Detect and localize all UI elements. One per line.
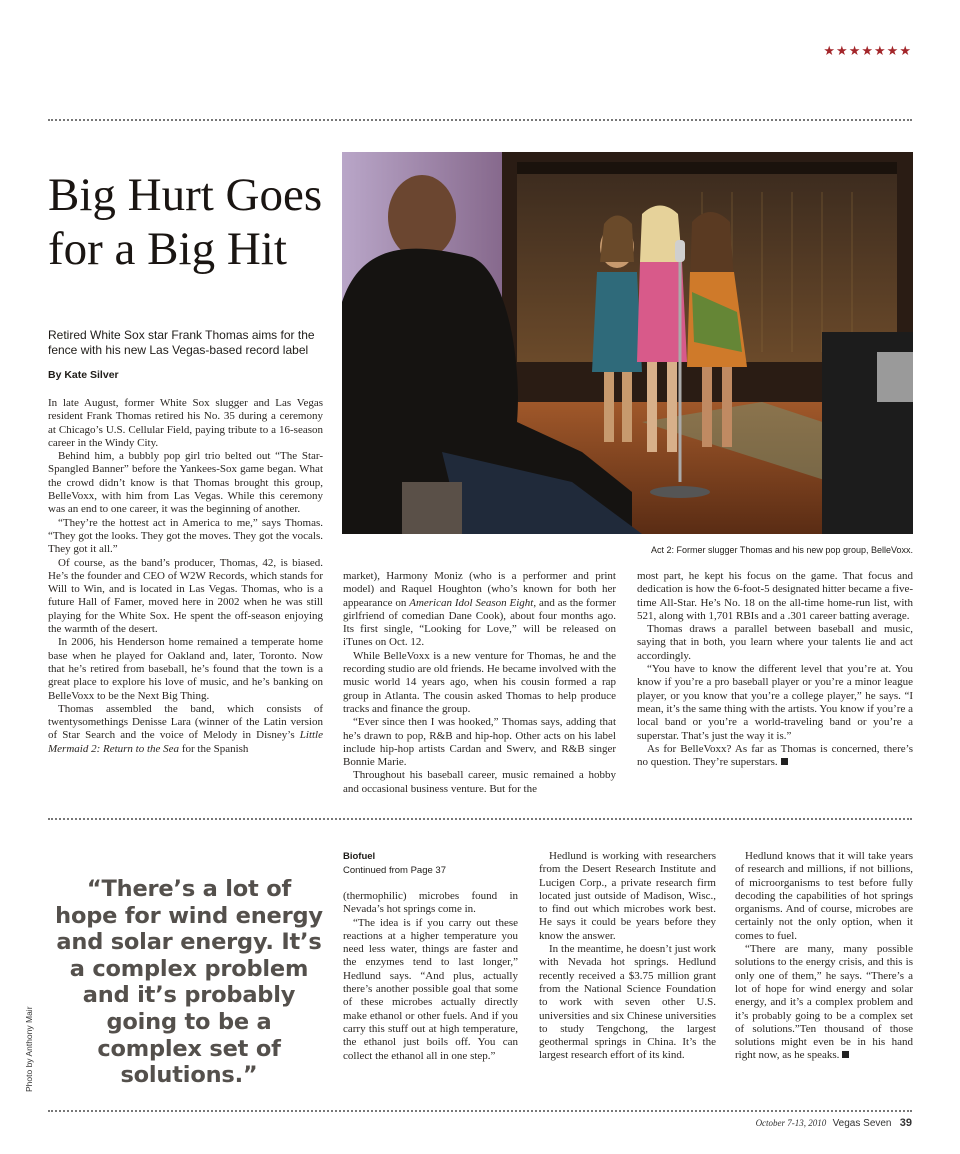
- issue-date: October 7-13, 2010: [755, 1118, 827, 1128]
- deck: Retired White Sox star Frank Thomas aims for the fence with his new Las Vegas-based record label: [48, 328, 315, 357]
- show-title: American Idol Season Eight: [409, 596, 534, 609]
- biofuel-column-1: [343, 890, 518, 1063]
- text-run: Thomas assembled the band, which consists of twentysomethings Denisse Lara (winner of the Latin version of Star Search and the voice of Melody in Disney’s: [48, 702, 323, 742]
- paragraph: [48, 703, 323, 756]
- text-run: As for BelleVoxx? As far as Thomas is concerned, there’s no question. They’re superstars.: [637, 742, 913, 769]
- paragraph: [735, 943, 913, 1063]
- page-footer: [756, 1117, 912, 1129]
- paragraph: most part, he kept his focus on the game. That focus and dedication is how the 6-foot-5 designated hitter became a five-time All-Star. He’s No. 18 on the all-time home-run list, with 521, along with 1,701 RBIs and a .301 career batting average.: [637, 570, 913, 622]
- paragraph: Thomas draws a parallel between baseball and music, saying that in both, you learn where your talents lie and act accordingly.: [637, 623, 913, 662]
- text-run: market), Harmony Moniz (who is a performer and print model) and Raquel Houghton (who’s known for both her appearance on: [343, 570, 616, 609]
- paragraph: “Ever since then I was hooked,” Thomas says, adding that he’s drawn to pop, R&B and hip-hop. Other acts on his label include hip-hop artists Cardan and Swerv, and R&B singer Bonnie Marie.: [343, 716, 616, 769]
- top-divider: [48, 119, 912, 121]
- paragraph: “You have to know the different level that you’re at. You know if you’re a pro baseball player or you’re a minor league player, or you know that you’re a college player,” he says. “I mean, it’s the same thing with the artists. You know if you’re a local band or you’re a world-traveling band or you’re a superstar. That’s just the way it is.”: [637, 663, 913, 742]
- continued-line: Continued from Page 37: [343, 865, 446, 876]
- rating-stars: ★★★★★★★: [823, 44, 912, 59]
- byline: By Kate Silver: [48, 369, 119, 381]
- paragraph: “The idea is if you carry out these reactions at a higher temperature you need less water, things are faster and the enzymes tend to last longer,” Hedlund says. “And plus, actually there’s another possible goal that some of these microbes actually directly make ethanol or other fuels. And if you carry this stuff out at high temperature, the ethanol just boils off. You can collect the ethanol all in one step.”: [343, 916, 518, 1062]
- continuation-header: [343, 850, 446, 878]
- paragraph: Behind him, a bubbly pop girl trio belted out “The Star-Spangled Banner” before the Yankees-Sox game began. What the crowd didn’t know is that Thomas brought this group, BelleVoxx, with him from Las Vegas. While this ceremony was an end to one career, it was the beginning of another.: [48, 450, 323, 516]
- end-mark-icon: [781, 758, 788, 765]
- paragraph: While BelleVoxx is a new venture for Thomas, he and the recording studio are old friends. He became involved with the music world 14 years ago, when his cousin formed a rap group in Atlanta. The cousin asked Thomas to help produce tracks and finance the group.: [343, 649, 616, 715]
- studio-photo: [342, 152, 913, 534]
- paragraph: “They’re the hottest act in America to me,” says Thomas. “They got the looks. They got the moves. They got the vocals. They got it all.”: [48, 516, 323, 556]
- magazine-name: Vegas Seven: [832, 1118, 892, 1129]
- article-column-1: [48, 397, 323, 756]
- middle-divider: [48, 818, 912, 820]
- paragraph: Of course, as the band’s producer, Thomas, 42, is biased. He’s the founder and CEO of W2W Records, which stands for Will to Win, and is located in Las Vegas. Thomas, who is a future Hall of Famer, moved here in 2002 when he was still playing for the White Sox. He spent the off-season enjoying the warmth of the desert.: [48, 556, 323, 636]
- photo-illustration: [342, 152, 913, 534]
- photo-credit: Photo by Anthony Mair: [24, 1006, 34, 1092]
- paragraph: In the meantime, he doesn’t just work with Nevada hot springs. Hedlund recently received a $3.75 million grant from the National Science Foundation to work with seven other U.S. universities and six Chinese universities to study Tengchong, the largest geothermal springs in China. It’s the largest research effort of its kind.: [539, 943, 716, 1062]
- paragraph: In late August, former White Sox slugger and Las Vegas resident Frank Thomas retired his No. 35 during a ceremony at Chicago’s U.S. Cellular Field, paying tribute to a 16-season career in the Windy City.: [48, 397, 323, 449]
- article-column-2: [343, 570, 616, 796]
- article-column-3: [637, 570, 913, 769]
- page-number: 39: [899, 1117, 912, 1129]
- paragraph: In 2006, his Henderson home remained a temperate home base when he played for Oakland and, later, Toronto. Now that he’s retired from baseball, he’s found that the town is a great place to explore his love of music, and he’s banking on BelleVoxx to be the Next Big Thing.: [48, 636, 323, 702]
- biofuel-column-2: [539, 850, 716, 1063]
- paragraph: (thermophilic) microbes found in Nevada’s hot springs come in.: [343, 890, 518, 916]
- text-run: , and as the former girlfriend of comedian Dane Cook), about four months ago. Its first single, “Looking for Love,” will be released on iTunes on Oct. 12.: [343, 596, 616, 649]
- section-kicker: Biofuel: [343, 851, 376, 862]
- end-mark-icon: [842, 1051, 849, 1058]
- photo-caption: Act 2: Former slugger Thomas and his new pop group, BelleVoxx.: [651, 545, 913, 555]
- headline: Big Hurt Goes for a Big Hit: [48, 169, 323, 275]
- text-run: “There are many, many possible solutions to the energy crisis, and this is only one of them,” he says. “There’s a lot of hope for wind energy and solar energy, and it’s a complex problem and it’s probably going to be a complex set of solutions.”Ten thousand of those solutions might even be in his hand right now, as he speaks.: [735, 943, 913, 1062]
- paragraph: [343, 570, 616, 650]
- text-run: for the Spanish: [179, 742, 249, 755]
- film-title: Little Mermaid 2: Return to the Sea: [48, 729, 323, 755]
- paragraph: Throughout his baseball career, music remained a hobby and occasional business venture. But for the: [343, 769, 616, 795]
- paragraph: Hedlund knows that it will take years of research and millions, if not billions, of microorganisms to test before fully decoding the capabilities of hot springs organisms. And of course, microbes are certainly not the only option, when it comes to fuel.: [735, 850, 913, 942]
- bottom-divider: [48, 1110, 912, 1112]
- paragraph: Hedlund is working with researchers from the Desert Research Institute and Lucigen Corp., a private research firm located just outside of Madison, Wisc., to find out which microbes work best. He says it could be years before they know the answer.: [539, 850, 716, 942]
- paragraph: [637, 743, 913, 770]
- biofuel-column-3: [735, 850, 913, 1063]
- pull-quote: “There’s a lot of hope for wind energy and solar energy. It’s a complex problem and it’s probably going to be a complex set of solutions.”: [55, 876, 323, 1089]
